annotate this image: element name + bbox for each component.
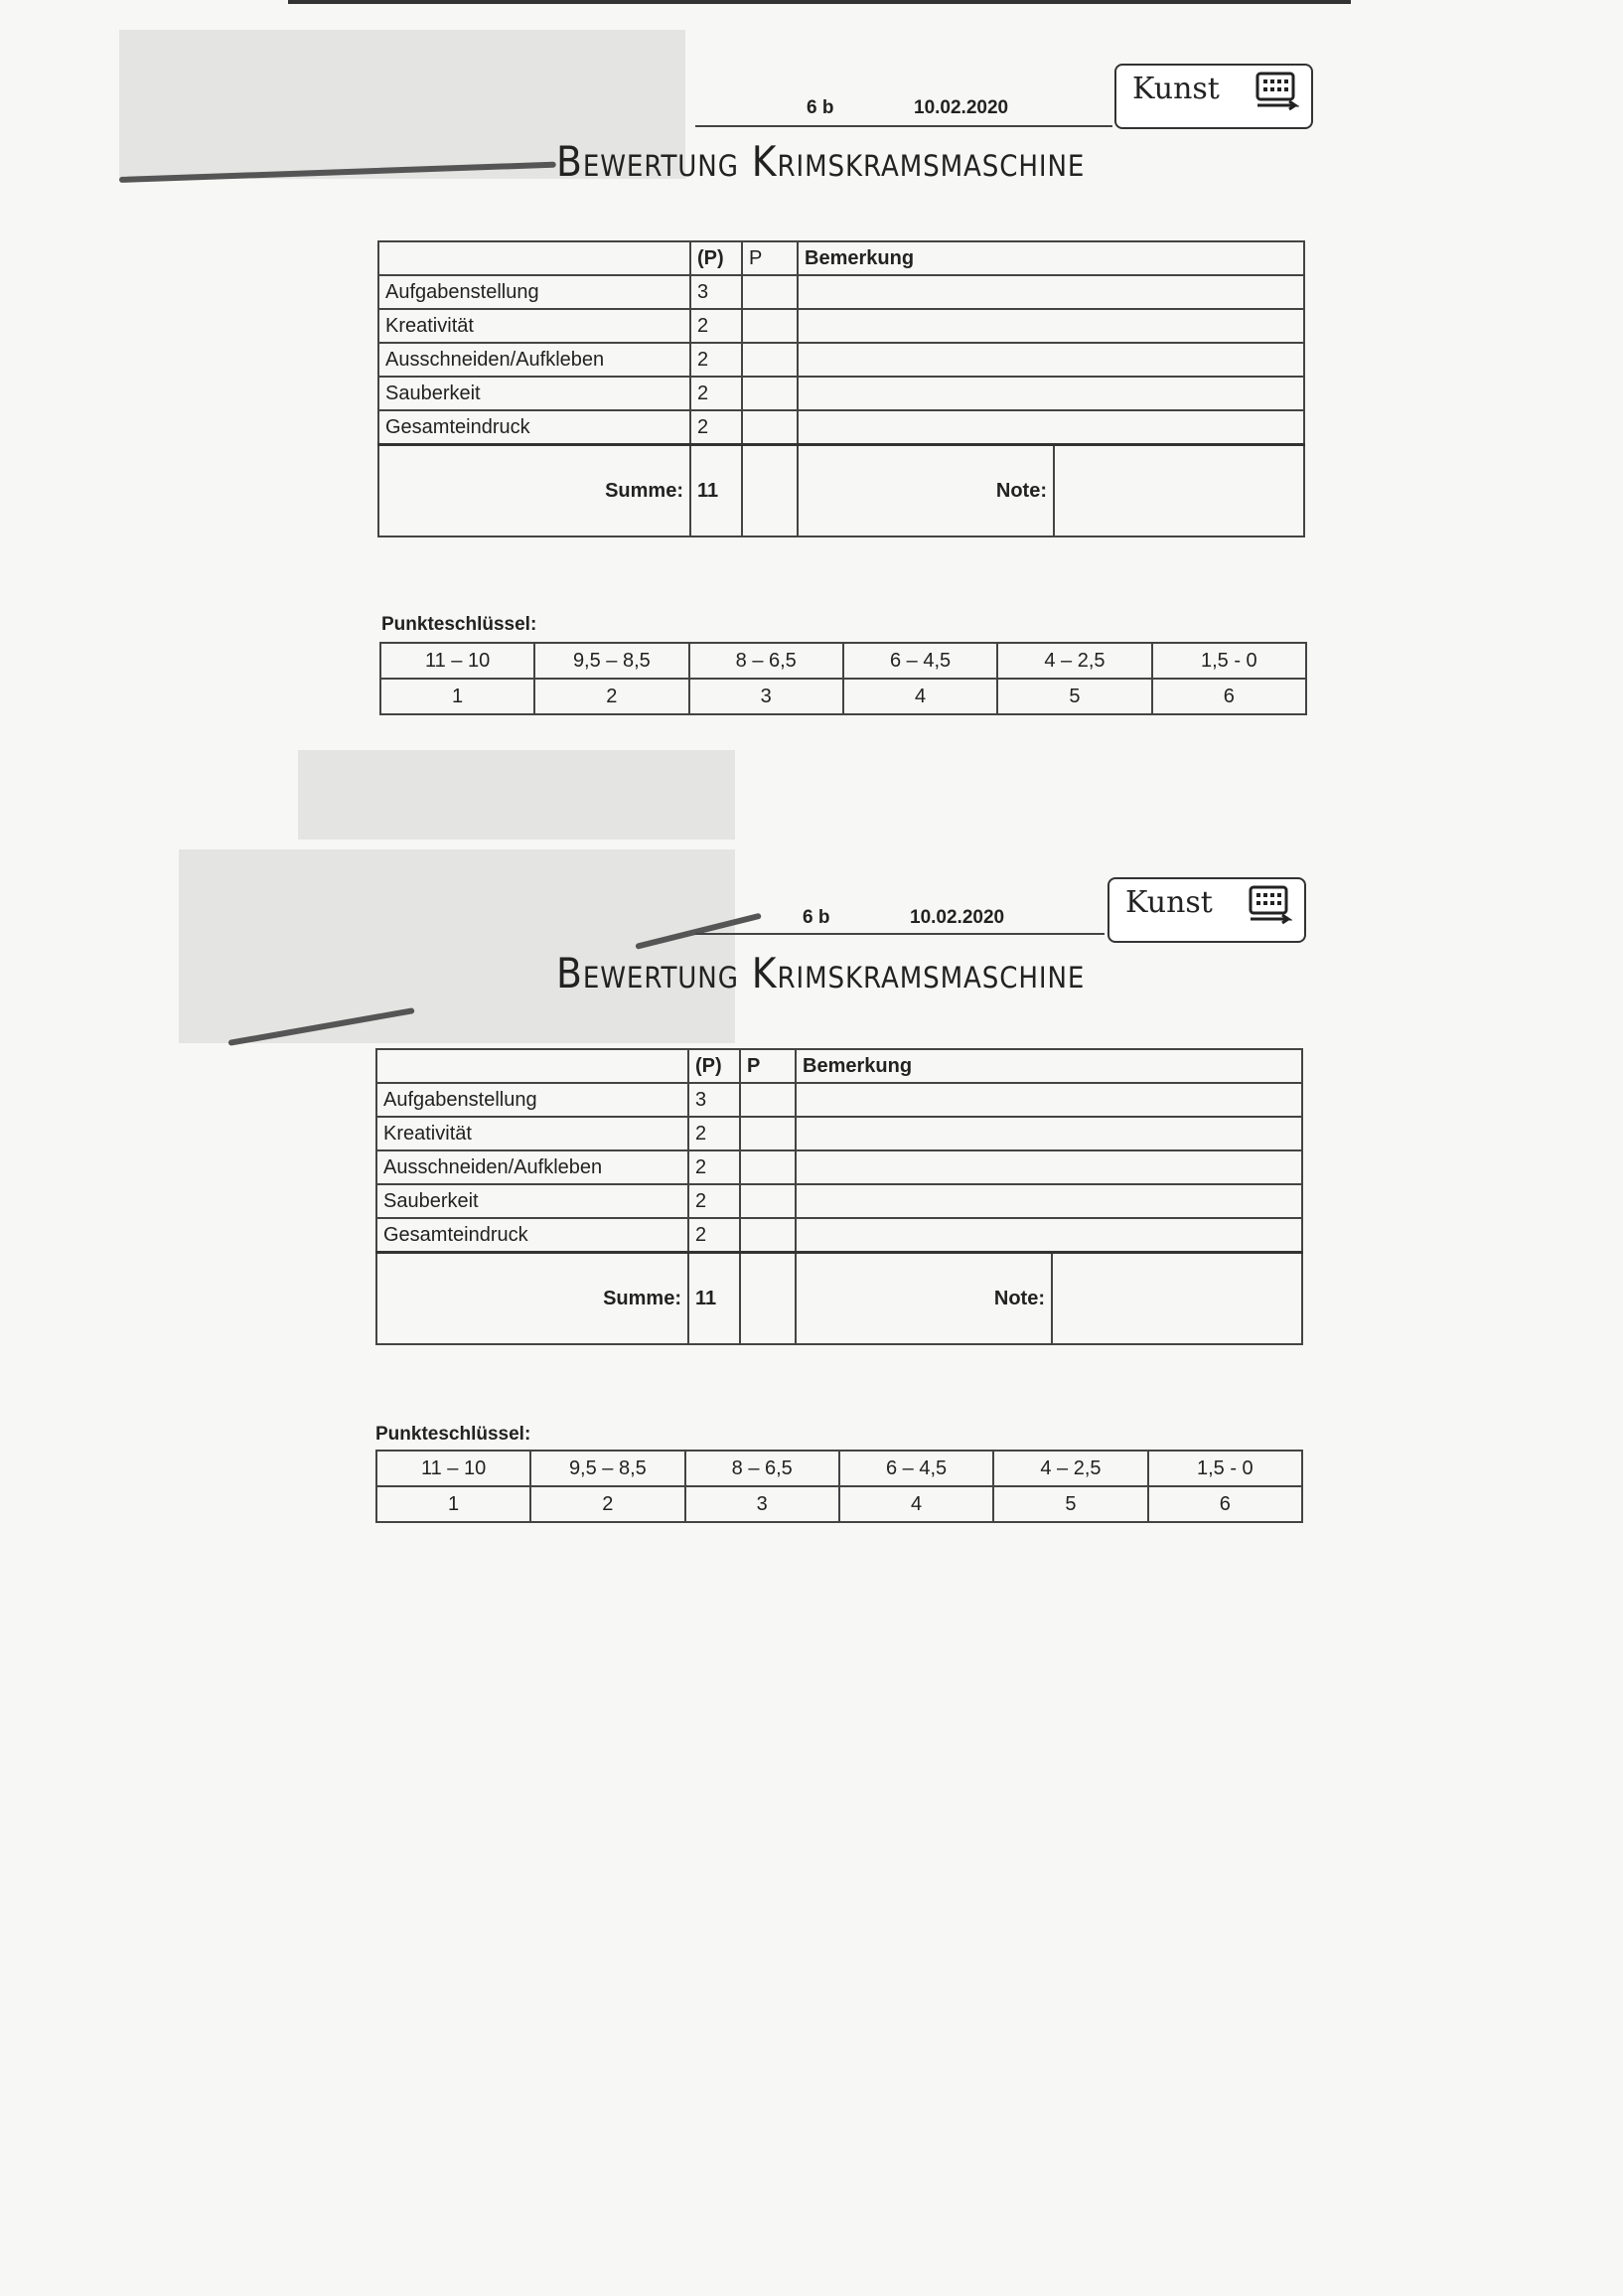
grade-area <box>796 1253 1302 1345</box>
class-label: 6 b <box>807 97 834 118</box>
sum-value: 11 <box>688 1253 740 1345</box>
max-points: 2 <box>690 343 742 377</box>
sum-value: 11 <box>690 445 742 537</box>
table-row <box>376 1117 1302 1150</box>
key-range: 4 – 2,5 <box>993 1451 1147 1486</box>
remark-cell <box>796 1150 1302 1184</box>
sum-row <box>378 445 1304 537</box>
sheet-title: Bewertung Krimskramsmaschine <box>556 949 1086 997</box>
points-cell <box>742 309 798 343</box>
key-grade: 4 <box>843 679 997 714</box>
criterion-label: Ausschneiden/Aufkleben <box>378 343 690 377</box>
criterion-label: Gesamteindruck <box>378 410 690 445</box>
table-row <box>376 1184 1302 1218</box>
points-cell <box>740 1218 796 1253</box>
table-header-points: P <box>740 1049 796 1083</box>
max-points: 3 <box>690 275 742 309</box>
remark-cell <box>796 1184 1302 1218</box>
points-key-table <box>375 1450 1303 1523</box>
remark-cell <box>798 275 1304 309</box>
table-row <box>378 377 1304 410</box>
subject-label: Kunst <box>1125 885 1213 920</box>
subject-label: Kunst <box>1132 72 1220 106</box>
criterion-label: Kreativität <box>378 309 690 343</box>
criterion-label: Aufgabenstellung <box>376 1083 688 1117</box>
criterion-label: Aufgabenstellung <box>378 275 690 309</box>
date-label: 10.02.2020 <box>914 97 1009 118</box>
table-row <box>376 1218 1302 1253</box>
points-key-label: Punkteschlüssel: <box>381 614 537 635</box>
remark-cell <box>798 309 1304 343</box>
max-points: 2 <box>690 377 742 410</box>
table-header-criterion <box>378 241 690 275</box>
keyboard-icon <box>1249 885 1292 925</box>
grade-label: Note: <box>799 446 1055 536</box>
table-row <box>376 1083 1302 1117</box>
class-label: 6 b <box>803 907 830 928</box>
table-header-criterion <box>376 1049 688 1083</box>
key-grade: 5 <box>997 679 1151 714</box>
grade-cell <box>1055 446 1303 536</box>
key-range: 9,5 – 8,5 <box>530 1451 684 1486</box>
points-cell <box>742 275 798 309</box>
key-grade: 4 <box>839 1486 993 1522</box>
remark-cell <box>796 1083 1302 1117</box>
torn-paper-scrap <box>179 849 735 1043</box>
criterion-label: Sauberkeit <box>376 1184 688 1218</box>
points-cell <box>740 1083 796 1117</box>
max-points: 2 <box>690 410 742 445</box>
table-row <box>378 343 1304 377</box>
subject-box <box>1114 64 1313 129</box>
key-range: 8 – 6,5 <box>685 1451 839 1486</box>
table-header-max-points: (P) <box>688 1049 740 1083</box>
key-range: 8 – 6,5 <box>689 643 843 679</box>
key-grade: 2 <box>534 679 688 714</box>
max-points: 2 <box>688 1218 740 1253</box>
key-range: 11 – 10 <box>380 643 534 679</box>
remark-cell <box>798 343 1304 377</box>
key-grade: 3 <box>689 679 843 714</box>
table-header-row <box>376 1049 1302 1083</box>
table-row <box>376 1150 1302 1184</box>
key-range: 4 – 2,5 <box>997 643 1151 679</box>
table-header-row <box>378 241 1304 275</box>
max-points: 2 <box>688 1117 740 1150</box>
table-row <box>378 309 1304 343</box>
top-edge-line <box>288 0 1351 4</box>
key-grade: 6 <box>1148 1486 1302 1522</box>
points-key-table <box>379 642 1307 715</box>
points-cell <box>740 1117 796 1150</box>
sheet-title: Bewertung Krimskramsmaschine <box>556 137 1086 186</box>
key-grade-row <box>380 679 1306 714</box>
grade-area <box>798 445 1304 537</box>
criterion-label: Gesamteindruck <box>376 1218 688 1253</box>
date-label: 10.02.2020 <box>910 907 1005 928</box>
max-points: 2 <box>688 1184 740 1218</box>
grading-table <box>375 1048 1303 1345</box>
points-sum-cell <box>742 445 798 537</box>
points-sum-cell <box>740 1253 796 1345</box>
key-grade: 2 <box>530 1486 684 1522</box>
key-range-row <box>380 643 1306 679</box>
points-cell <box>740 1150 796 1184</box>
max-points: 3 <box>688 1083 740 1117</box>
grading-sheet-2 <box>0 830 1623 1545</box>
grading-sheet-1 <box>0 20 1623 735</box>
key-range: 1,5 - 0 <box>1152 643 1306 679</box>
points-cell <box>742 343 798 377</box>
key-range: 11 – 10 <box>376 1451 530 1486</box>
table-header-max-points: (P) <box>690 241 742 275</box>
sum-row <box>376 1253 1302 1345</box>
table-header-remark: Bemerkung <box>796 1049 1302 1083</box>
table-header-points: P <box>742 241 798 275</box>
key-grade: 1 <box>376 1486 530 1522</box>
grading-table <box>377 240 1305 537</box>
key-range: 6 – 4,5 <box>839 1451 993 1486</box>
subject-box <box>1107 877 1306 943</box>
remark-cell <box>796 1218 1302 1253</box>
key-grade: 6 <box>1152 679 1306 714</box>
max-points: 2 <box>690 309 742 343</box>
remark-cell <box>796 1117 1302 1150</box>
key-range: 9,5 – 8,5 <box>534 643 688 679</box>
key-grade: 1 <box>380 679 534 714</box>
points-key-label: Punkteschlüssel: <box>375 1424 531 1445</box>
criterion-label: Sauberkeit <box>378 377 690 410</box>
key-grade: 3 <box>685 1486 839 1522</box>
grade-label: Note: <box>797 1254 1053 1343</box>
keyboard-icon <box>1255 72 1299 111</box>
key-grade-row <box>376 1486 1302 1522</box>
torn-paper-scrap <box>298 750 735 840</box>
table-row <box>378 410 1304 445</box>
key-range-row <box>376 1451 1302 1486</box>
points-cell <box>742 377 798 410</box>
header-line <box>695 933 1105 935</box>
key-range: 1,5 - 0 <box>1148 1451 1302 1486</box>
table-row <box>378 275 1304 309</box>
criterion-label: Kreativität <box>376 1117 688 1150</box>
points-cell <box>740 1184 796 1218</box>
criterion-label: Ausschneiden/Aufkleben <box>376 1150 688 1184</box>
table-header-remark: Bemerkung <box>798 241 1304 275</box>
points-cell <box>742 410 798 445</box>
header-line <box>695 125 1112 127</box>
remark-cell <box>798 377 1304 410</box>
key-grade: 5 <box>993 1486 1147 1522</box>
sum-label: Summe: <box>378 445 690 537</box>
grade-cell <box>1053 1254 1301 1343</box>
max-points: 2 <box>688 1150 740 1184</box>
key-range: 6 – 4,5 <box>843 643 997 679</box>
sum-label: Summe: <box>376 1253 688 1345</box>
remark-cell <box>798 410 1304 445</box>
